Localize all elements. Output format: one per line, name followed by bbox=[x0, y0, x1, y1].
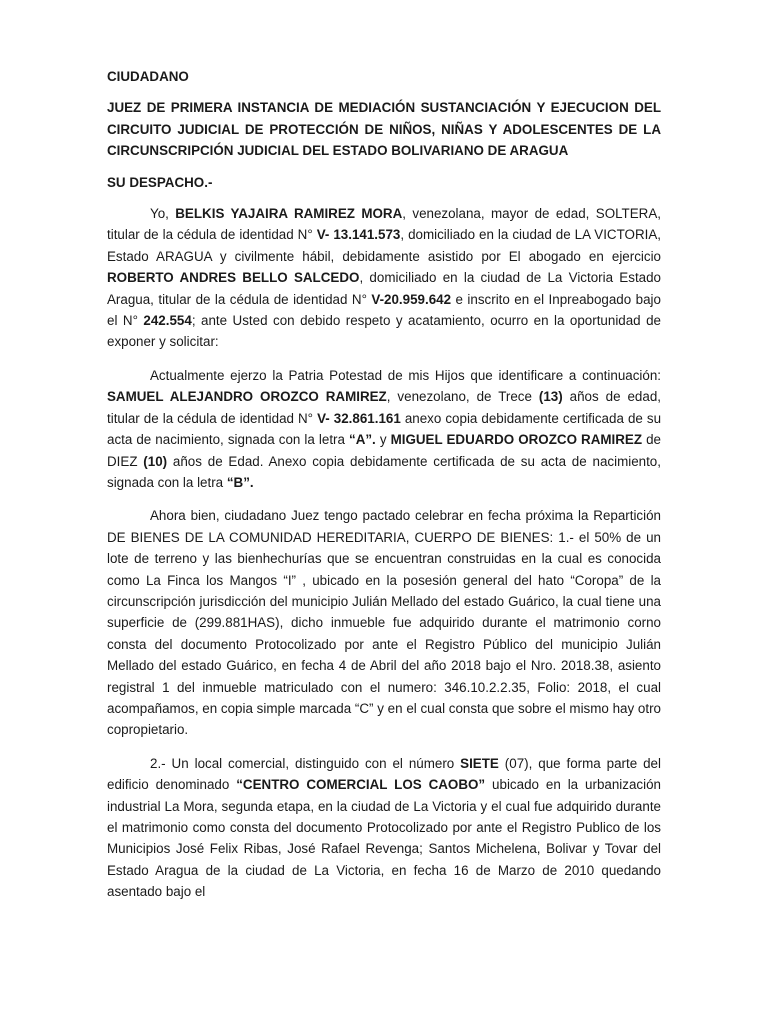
annex-b: “B”. bbox=[226, 474, 254, 490]
paragraph-property-one: Ahora bien, ciudadano Juez tengo pactado celebrar en fecha próxima la Repartición DE BIENES DE LA COMUNIDAD HEREDITARIA, CUERPO DE BIENES: 1.- el 50% de un lote de terreno y las bienhechurías que se encuentran construidas en la cual es conocida como La Finca los Mangos “I” , ubicado en la posesión general del hato “Coropa” de la circunscripción jurisdicción del municipio Julián Mellado del estado Guárico, la cual tiene una superficie de (299.881HAS), dicho inmueble fue adquirido durante el matrimonio corno consta del documento Protocolizado por ante el Registro Público del municipio Julián Mellado del estado Guárico, en fecha 4 de Abril del año 2018 bajo el Nro. 2018.38, asiento registral 1 del inmueble matriculado con el numero: 346.10.2.2.35, Folio: 2018, el cual acompañamos, en copia simple marcada “C” y en el cual consta que sobre el mismo hay otro copropietario. bbox=[107, 508, 661, 738]
paragraph-children: Actualmente ejerzo la Patria Potestad de mis Hijos que identificare a continuación: SAMUEL ALEJANDRO OROZCO RAMIREZ, venezolano, de Trece (13) años de edad, titular de la cédula de identidad N° V- 32.861.161 anexo copia debidamente certificada de su acta de nacimiento, signada con la letra “A”. y MIGUEL EDUARDO OROZCO RAMIREZ de DIEZ (10) años de Edad. Anexo copia debidamente certificada de su acta de nacimiento, signada con la letra “B”. bbox=[107, 367, 662, 490]
salutation-line: SU DESPACHO.- bbox=[107, 174, 213, 190]
addressee-line: CIUDADANO bbox=[107, 69, 189, 84]
local-number: SIETE bbox=[460, 755, 499, 771]
child-one-age: (13) bbox=[538, 389, 563, 405]
child-one-id: V- 32.861.161 bbox=[317, 410, 401, 426]
child-two-age: (10) bbox=[143, 453, 168, 469]
child-two-name: MIGUEL EDUARDO OROZCO RAMIREZ bbox=[390, 432, 643, 448]
paragraph-property-two: 2.- Un local comercial, distinguido con el número SIETE (07), que forma parte del edificio denominado “CENTRO COMERCIAL LOS CAOBO” ubicado en la urbanización industrial La Mora, segunda etapa, en la ciudad de La Victoria y el cual fue adquirido durante el matrimonio como consta del documento Protocolizado por ante el Registro Publico de los Municipios José Felix Ribas, José Rafael Revenga; Santos Michelena, Bolivar y Tovar del Estado Aragua de la ciudad de La Victoria, en fecha 16 de Marzo de 2010 quedando asentado bajo el bbox=[107, 755, 661, 900]
annex-a: “A”. bbox=[349, 432, 376, 448]
petitioner-name: BELKIS YAJAIRA RAMIREZ MORA bbox=[175, 206, 403, 222]
document-body bbox=[107, 66, 661, 903]
paragraph-petitioner: Yo, BELKIS YAJAIRA RAMIREZ MORA, venezolana, mayor de edad, SOLTERA, titular de la cédula de identidad N° V- 13.141.573, domiciliado en la ciudad de LA VICTORIA, Estado ARAGUA y civilmente hábil, debidamente asistido por El abogado en ejercicio ROBERTO ANDRES BELLO SALCEDO, domiciliado en la ciudad de La Victoria Estado Aragua, titular de la cédula de identidad N° V-20.959.642 e inscrito en el Inpreabogado bajo el N° 242.554; ante Usted con debido respeto y acatamiento, ocurro en la oportunidad de exponer y solicitar: bbox=[107, 206, 662, 350]
lawyer-inpreabogado: 242.554 bbox=[143, 313, 192, 329]
judge-title: JUEZ DE PRIMERA INSTANCIA DE MEDIACIÓN SUSTANCIACIÓN Y EJECUCION DEL CIRCUITO JUDICIAL DE PROTECCIÓN DE NIÑOS, NIÑAS Y ADOLESCENTES DE LA CIRCUNSCRIPCIÓN JUDICIAL DEL ESTADO BOLIVARIANO DE ARAGUA bbox=[107, 100, 661, 159]
lawyer-id: V-20.959.642 bbox=[371, 291, 452, 307]
building-name: “CENTRO COMERCIAL LOS CAOBO” bbox=[236, 777, 486, 793]
petitioner-id: V- 13.141.573 bbox=[316, 227, 401, 243]
lawyer-name: ROBERTO ANDRES BELLO SALCEDO bbox=[107, 270, 360, 286]
child-one-name: SAMUEL ALEJANDRO OROZCO RAMIREZ bbox=[107, 389, 387, 405]
